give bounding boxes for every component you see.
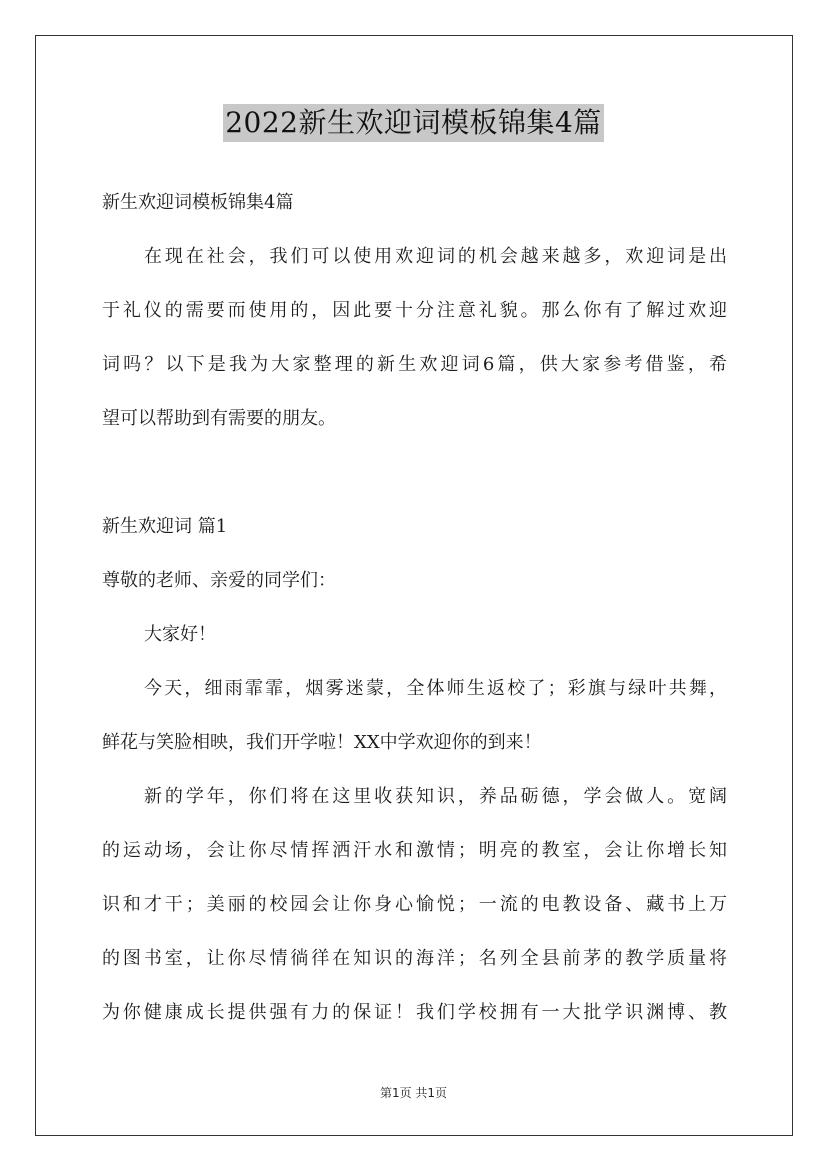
para2-line-1: 新的学年，你们将在这里收获知识，养品砺德，学会做人。宽阔	[144, 786, 727, 807]
intro-line-2: 于礼仪的需要而使用的，因此要十分注意礼貌。那么你有了解过欢迎	[102, 300, 727, 321]
document-title: 2022新生欢迎词模板锦集4篇	[223, 104, 604, 142]
document-subtitle: 新生欢迎词模板锦集4篇	[102, 192, 294, 213]
document-body	[102, 176, 727, 1040]
para2-line-4: 的图书室，让你尽情徜徉在知识的海洋；名列全县前茅的教学质量将	[102, 948, 727, 969]
intro-line-4: 望可以帮助到有需要的朋友。	[102, 408, 336, 429]
intro-line-3: 词吗？以下是我为大家整理的新生欢迎词6篇，供大家参考借鉴，希	[102, 354, 727, 375]
spacer	[102, 446, 727, 500]
greeting: 大家好！	[144, 624, 216, 645]
para1-line-2: 鲜花与笑脸相映，我们开学啦！XX中学欢迎你的到来！	[102, 732, 542, 753]
page-footer: 第1页 共1页	[379, 1086, 448, 1100]
intro-line-1: 在现在社会，我们可以使用欢迎词的机会越来越多，欢迎词是出	[144, 246, 727, 267]
para2-line-5: 为你健康成长提供强有力的保证！我们学校拥有一大批学识渊博、教	[102, 1002, 727, 1023]
section-heading: 新生欢迎词 篇1	[102, 516, 228, 537]
salutation: 尊敬的老师、亲爱的同学们：	[102, 570, 336, 591]
para2-line-2: 的运动场，会让你尽情挥洒汗水和激情；明亮的教室，会让你增长知	[102, 840, 727, 861]
title-container	[0, 104, 827, 142]
para2-line-3: 识和才干；美丽的校园会让你身心愉悦；一流的电教设备、藏书上万	[102, 894, 727, 915]
para1-line-1: 今天，细雨霏霏，烟雾迷蒙，全体师生返校了；彩旗与绿叶共舞，	[144, 678, 727, 699]
